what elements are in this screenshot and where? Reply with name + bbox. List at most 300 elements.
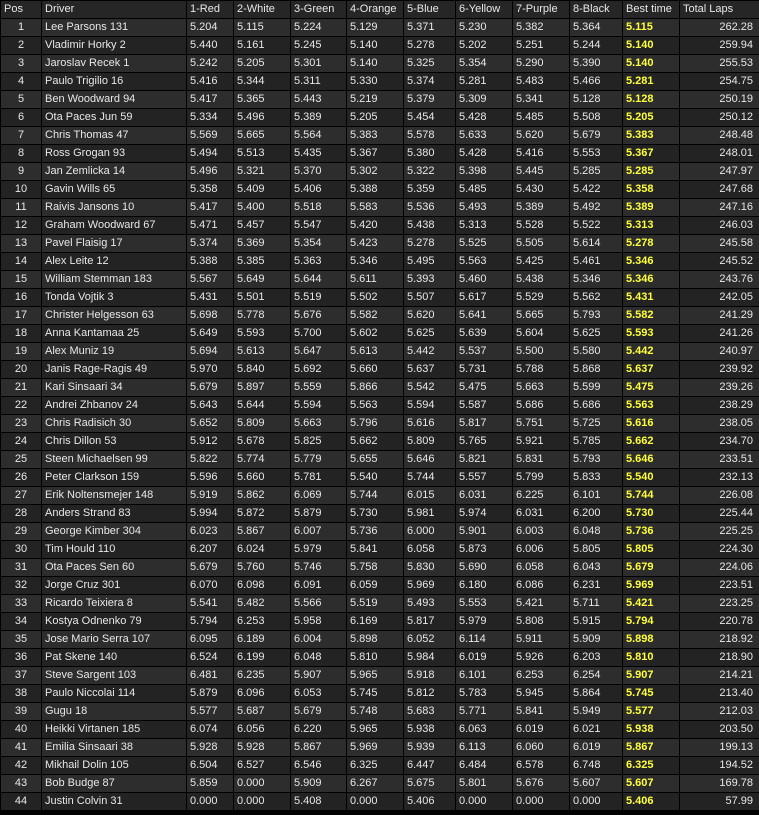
cell-lap-purple: 5.808 xyxy=(513,613,570,631)
cell-best-time: 5.285 xyxy=(623,163,680,181)
cell-lap-white: 6.096 xyxy=(234,685,291,703)
cell-lap-yellow: 5.230 xyxy=(456,19,513,37)
cell-lap-yellow: 5.354 xyxy=(456,55,513,73)
cell-best-time: 5.969 xyxy=(623,577,680,595)
cell-lap-green: 5.879 xyxy=(291,505,347,523)
cell-lap-black: 5.244 xyxy=(570,37,623,55)
cell-pos: 14 xyxy=(1,253,42,271)
cell-pos: 11 xyxy=(1,199,42,217)
cell-lap-red: 6.524 xyxy=(187,649,234,667)
cell-lap-purple: 5.251 xyxy=(513,37,570,55)
cell-lap-white: 5.457 xyxy=(234,217,291,235)
cell-lap-white: 5.644 xyxy=(234,397,291,415)
cell-lap-blue: 5.675 xyxy=(404,775,456,793)
cell-lap-green: 5.594 xyxy=(291,397,347,415)
cell-lap-white: 5.115 xyxy=(234,19,291,37)
cell-total-laps: 224.06 xyxy=(680,559,759,577)
cell-lap-white: 6.098 xyxy=(234,577,291,595)
cell-lap-black: 6.203 xyxy=(570,649,623,667)
cell-lap-white: 5.613 xyxy=(234,343,291,361)
cell-lap-red: 5.242 xyxy=(187,55,234,73)
cell-lap-purple: 5.604 xyxy=(513,325,570,343)
cell-lap-yellow: 6.063 xyxy=(456,721,513,739)
cell-driver: Emilia Sinsaari 38 xyxy=(42,739,187,757)
cell-lap-black: 5.553 xyxy=(570,145,623,163)
cell-driver: Andrei Zhbanov 24 xyxy=(42,397,187,415)
cell-lap-purple: 5.341 xyxy=(513,91,570,109)
cell-lap-green: 5.566 xyxy=(291,595,347,613)
cell-total-laps: 242.05 xyxy=(680,289,759,307)
table-row xyxy=(1,703,759,721)
cell-driver: Jan Zemlicka 14 xyxy=(42,163,187,181)
cell-lap-orange: 6.059 xyxy=(347,577,404,595)
table-row xyxy=(1,415,759,433)
cell-lap-orange: 5.965 xyxy=(347,667,404,685)
cell-total-laps: 238.29 xyxy=(680,397,759,415)
cell-total-laps: 250.19 xyxy=(680,91,759,109)
cell-lap-blue: 5.454 xyxy=(404,109,456,127)
cell-driver: Raivis Jansons 10 xyxy=(42,199,187,217)
cell-best-time: 5.115 xyxy=(623,19,680,37)
cell-lap-red: 5.928 xyxy=(187,739,234,757)
cell-lap-red: 5.652 xyxy=(187,415,234,433)
column-header-lap-yellow: 6-Yellow xyxy=(456,1,513,19)
cell-best-time: 5.278 xyxy=(623,235,680,253)
cell-lap-purple: 5.665 xyxy=(513,307,570,325)
cell-lap-white: 6.056 xyxy=(234,721,291,739)
cell-lap-black: 5.580 xyxy=(570,343,623,361)
table-row xyxy=(1,253,759,271)
cell-lap-green: 5.825 xyxy=(291,433,347,451)
cell-lap-yellow: 5.873 xyxy=(456,541,513,559)
cell-pos: 25 xyxy=(1,451,42,469)
cell-lap-blue: 6.058 xyxy=(404,541,456,559)
cell-lap-orange: 5.748 xyxy=(347,703,404,721)
cell-lap-green: 5.909 xyxy=(291,775,347,793)
cell-lap-green: 5.746 xyxy=(291,559,347,577)
cell-pos: 27 xyxy=(1,487,42,505)
cell-pos: 34 xyxy=(1,613,42,631)
cell-best-time: 5.810 xyxy=(623,649,680,667)
cell-pos: 30 xyxy=(1,541,42,559)
cell-lap-red: 6.504 xyxy=(187,757,234,775)
cell-lap-blue: 5.578 xyxy=(404,127,456,145)
cell-lap-yellow: 5.901 xyxy=(456,523,513,541)
cell-lap-blue: 5.981 xyxy=(404,505,456,523)
cell-lap-black: 6.101 xyxy=(570,487,623,505)
cell-total-laps: 223.51 xyxy=(680,577,759,595)
cell-total-laps: 194.52 xyxy=(680,757,759,775)
cell-lap-green: 5.692 xyxy=(291,361,347,379)
cell-lap-red: 5.440 xyxy=(187,37,234,55)
table-row xyxy=(1,343,759,361)
cell-lap-black: 5.793 xyxy=(570,451,623,469)
cell-pos: 22 xyxy=(1,397,42,415)
cell-lap-purple: 5.389 xyxy=(513,199,570,217)
cell-lap-blue: 5.625 xyxy=(404,325,456,343)
cell-lap-red: 0.000 xyxy=(187,793,234,811)
cell-lap-blue: 5.536 xyxy=(404,199,456,217)
cell-pos: 16 xyxy=(1,289,42,307)
table-row xyxy=(1,649,759,667)
cell-driver: Ross Grogan 93 xyxy=(42,145,187,163)
cell-lap-black: 5.868 xyxy=(570,361,623,379)
cell-lap-green: 5.647 xyxy=(291,343,347,361)
cell-pos: 1 xyxy=(1,19,42,37)
cell-lap-purple: 5.505 xyxy=(513,235,570,253)
cell-best-time: 5.593 xyxy=(623,325,680,343)
cell-lap-purple: 0.000 xyxy=(513,793,570,811)
cell-driver: Pavel Flaisig 17 xyxy=(42,235,187,253)
cell-lap-red: 5.416 xyxy=(187,73,234,91)
cell-total-laps: 245.52 xyxy=(680,253,759,271)
cell-lap-yellow: 5.485 xyxy=(456,181,513,199)
cell-pos: 44 xyxy=(1,793,42,811)
table-row xyxy=(1,721,759,739)
cell-lap-red: 5.643 xyxy=(187,397,234,415)
cell-lap-blue: 5.620 xyxy=(404,307,456,325)
cell-lap-red: 5.541 xyxy=(187,595,234,613)
cell-total-laps: 254.75 xyxy=(680,73,759,91)
cell-lap-blue: 5.406 xyxy=(404,793,456,811)
cell-best-time: 5.205 xyxy=(623,109,680,127)
cell-lap-orange: 5.730 xyxy=(347,505,404,523)
cell-driver: George Kimber 304 xyxy=(42,523,187,541)
cell-lap-green: 5.867 xyxy=(291,739,347,757)
cell-lap-green: 5.389 xyxy=(291,109,347,127)
cell-best-time: 5.745 xyxy=(623,685,680,703)
cell-lap-black: 5.508 xyxy=(570,109,623,127)
cell-lap-blue: 5.744 xyxy=(404,469,456,487)
cell-lap-purple: 6.060 xyxy=(513,739,570,757)
cell-lap-purple: 6.086 xyxy=(513,577,570,595)
cell-lap-purple: 5.945 xyxy=(513,685,570,703)
cell-lap-white: 6.199 xyxy=(234,649,291,667)
cell-lap-black: 6.254 xyxy=(570,667,623,685)
cell-lap-orange: 5.519 xyxy=(347,595,404,613)
cell-lap-blue: 5.278 xyxy=(404,37,456,55)
cell-best-time: 5.736 xyxy=(623,523,680,541)
cell-lap-orange: 5.758 xyxy=(347,559,404,577)
cell-lap-red: 6.074 xyxy=(187,721,234,739)
cell-lap-green: 5.435 xyxy=(291,145,347,163)
cell-total-laps: 247.97 xyxy=(680,163,759,181)
cell-lap-purple: 5.921 xyxy=(513,433,570,451)
table-row xyxy=(1,631,759,649)
cell-driver: Gugu 18 xyxy=(42,703,187,721)
table-row xyxy=(1,541,759,559)
cell-lap-blue: 5.359 xyxy=(404,181,456,199)
cell-lap-yellow: 5.460 xyxy=(456,271,513,289)
cell-driver: Chris Thomas 47 xyxy=(42,127,187,145)
cell-lap-green: 5.676 xyxy=(291,307,347,325)
cell-best-time: 5.646 xyxy=(623,451,680,469)
cell-best-time: 5.431 xyxy=(623,289,680,307)
cell-lap-orange: 5.502 xyxy=(347,289,404,307)
cell-lap-yellow: 6.113 xyxy=(456,739,513,757)
cell-lap-blue: 5.542 xyxy=(404,379,456,397)
cell-driver: Steen Michaelsen 99 xyxy=(42,451,187,469)
cell-lap-green: 5.408 xyxy=(291,793,347,811)
cell-lap-purple: 5.485 xyxy=(513,109,570,127)
cell-lap-orange: 5.613 xyxy=(347,343,404,361)
cell-lap-black: 5.679 xyxy=(570,127,623,145)
cell-lap-orange: 5.965 xyxy=(347,721,404,739)
cell-pos: 13 xyxy=(1,235,42,253)
cell-lap-black: 5.562 xyxy=(570,289,623,307)
cell-driver: Lee Parsons 131 xyxy=(42,19,187,37)
cell-pos: 33 xyxy=(1,595,42,613)
cell-lap-blue: 5.918 xyxy=(404,667,456,685)
table-row xyxy=(1,163,759,181)
cell-driver: Anna Kantamaa 25 xyxy=(42,325,187,343)
cell-lap-purple: 5.421 xyxy=(513,595,570,613)
cell-lap-orange: 5.346 xyxy=(347,253,404,271)
cell-lap-orange: 5.611 xyxy=(347,271,404,289)
cell-pos: 31 xyxy=(1,559,42,577)
table-row xyxy=(1,487,759,505)
cell-driver: Vladimir Horky 2 xyxy=(42,37,187,55)
cell-lap-red: 5.569 xyxy=(187,127,234,145)
cell-lap-black: 5.390 xyxy=(570,55,623,73)
cell-lap-red: 5.879 xyxy=(187,685,234,703)
column-header-lap-blue: 5-Blue xyxy=(404,1,456,19)
cell-lap-purple: 5.751 xyxy=(513,415,570,433)
cell-lap-green: 6.220 xyxy=(291,721,347,739)
table-body xyxy=(1,19,759,811)
cell-lap-yellow: 5.428 xyxy=(456,109,513,127)
cell-lap-purple: 5.445 xyxy=(513,163,570,181)
cell-best-time: 5.867 xyxy=(623,739,680,757)
cell-lap-orange: 5.563 xyxy=(347,397,404,415)
cell-pos: 43 xyxy=(1,775,42,793)
cell-lap-yellow: 5.313 xyxy=(456,217,513,235)
cell-pos: 38 xyxy=(1,685,42,703)
cell-lap-red: 5.679 xyxy=(187,379,234,397)
cell-lap-yellow: 5.202 xyxy=(456,37,513,55)
cell-lap-purple: 5.926 xyxy=(513,649,570,667)
cell-lap-red: 6.095 xyxy=(187,631,234,649)
cell-lap-orange: 5.420 xyxy=(347,217,404,235)
cell-lap-black: 5.711 xyxy=(570,595,623,613)
cell-lap-red: 5.970 xyxy=(187,361,234,379)
cell-lap-yellow: 5.537 xyxy=(456,343,513,361)
cell-lap-green: 5.958 xyxy=(291,613,347,631)
cell-lap-white: 6.253 xyxy=(234,613,291,631)
cell-best-time: 5.346 xyxy=(623,271,680,289)
cell-lap-orange: 5.898 xyxy=(347,631,404,649)
cell-best-time: 5.140 xyxy=(623,37,680,55)
cell-best-time: 5.383 xyxy=(623,127,680,145)
cell-lap-purple: 6.003 xyxy=(513,523,570,541)
cell-driver: Jaroslav Recek 1 xyxy=(42,55,187,73)
table-row xyxy=(1,379,759,397)
cell-lap-yellow: 6.031 xyxy=(456,487,513,505)
cell-best-time: 5.128 xyxy=(623,91,680,109)
cell-total-laps: 169.78 xyxy=(680,775,759,793)
cell-driver: Tim Hould 110 xyxy=(42,541,187,559)
column-header-lap-green: 3-Green xyxy=(291,1,347,19)
cell-lap-red: 5.919 xyxy=(187,487,234,505)
cell-lap-purple: 5.416 xyxy=(513,145,570,163)
cell-lap-purple: 5.290 xyxy=(513,55,570,73)
cell-lap-yellow: 6.114 xyxy=(456,631,513,649)
cell-driver: Bob Budge 87 xyxy=(42,775,187,793)
cell-lap-purple: 5.430 xyxy=(513,181,570,199)
cell-lap-white: 5.665 xyxy=(234,127,291,145)
cell-total-laps: 225.44 xyxy=(680,505,759,523)
cell-best-time: 5.358 xyxy=(623,181,680,199)
cell-lap-white: 6.527 xyxy=(234,757,291,775)
cell-driver: William Stemman 183 xyxy=(42,271,187,289)
cell-lap-orange: 5.841 xyxy=(347,541,404,559)
cell-lap-purple: 5.686 xyxy=(513,397,570,415)
cell-lap-orange: 5.602 xyxy=(347,325,404,343)
cell-driver: Janis Rage-Ragis 49 xyxy=(42,361,187,379)
cell-lap-red: 5.822 xyxy=(187,451,234,469)
cell-total-laps: 203.50 xyxy=(680,721,759,739)
cell-lap-purple: 5.663 xyxy=(513,379,570,397)
cell-lap-yellow: 5.428 xyxy=(456,145,513,163)
cell-lap-blue: 6.447 xyxy=(404,757,456,775)
table-header xyxy=(1,1,759,19)
cell-pos: 39 xyxy=(1,703,42,721)
cell-lap-purple: 6.006 xyxy=(513,541,570,559)
cell-driver: Anders Strand 83 xyxy=(42,505,187,523)
cell-total-laps: 243.76 xyxy=(680,271,759,289)
cell-lap-yellow: 5.801 xyxy=(456,775,513,793)
column-header-lap-white: 2-White xyxy=(234,1,291,19)
cell-lap-red: 5.471 xyxy=(187,217,234,235)
cell-lap-orange: 5.662 xyxy=(347,433,404,451)
cell-lap-yellow: 6.180 xyxy=(456,577,513,595)
cell-lap-white: 6.189 xyxy=(234,631,291,649)
cell-lap-red: 6.070 xyxy=(187,577,234,595)
cell-total-laps: 250.12 xyxy=(680,109,759,127)
cell-lap-orange: 6.169 xyxy=(347,613,404,631)
cell-total-laps: 248.01 xyxy=(680,145,759,163)
cell-lap-black: 5.725 xyxy=(570,415,623,433)
cell-total-laps: 239.26 xyxy=(680,379,759,397)
cell-lap-black: 5.128 xyxy=(570,91,623,109)
cell-total-laps: 220.78 xyxy=(680,613,759,631)
table-row xyxy=(1,397,759,415)
cell-lap-red: 6.481 xyxy=(187,667,234,685)
cell-lap-yellow: 5.771 xyxy=(456,703,513,721)
cell-lap-blue: 5.646 xyxy=(404,451,456,469)
cell-lap-orange: 5.129 xyxy=(347,19,404,37)
cell-best-time: 5.662 xyxy=(623,433,680,451)
cell-driver: Tonda Vojtik 3 xyxy=(42,289,187,307)
cell-total-laps: 240.97 xyxy=(680,343,759,361)
cell-total-laps: 247.68 xyxy=(680,181,759,199)
table-row xyxy=(1,19,759,37)
cell-lap-yellow: 6.101 xyxy=(456,667,513,685)
cell-lap-blue: 5.493 xyxy=(404,595,456,613)
cell-best-time: 5.616 xyxy=(623,415,680,433)
cell-lap-white: 5.778 xyxy=(234,307,291,325)
cell-lap-blue: 5.393 xyxy=(404,271,456,289)
cell-driver: Chris Radisich 30 xyxy=(42,415,187,433)
cell-driver: Steve Sargent 103 xyxy=(42,667,187,685)
cell-lap-red: 5.649 xyxy=(187,325,234,343)
cell-lap-orange: 5.540 xyxy=(347,469,404,487)
cell-lap-blue: 5.812 xyxy=(404,685,456,703)
cell-lap-red: 5.334 xyxy=(187,109,234,127)
cell-best-time: 5.744 xyxy=(623,487,680,505)
column-header-lap-black: 8-Black xyxy=(570,1,623,19)
cell-lap-green: 5.644 xyxy=(291,271,347,289)
cell-lap-red: 5.577 xyxy=(187,703,234,721)
cell-lap-white: 5.840 xyxy=(234,361,291,379)
table-row xyxy=(1,73,759,91)
cell-driver: Alex Muniz 19 xyxy=(42,343,187,361)
cell-lap-orange: 5.736 xyxy=(347,523,404,541)
cell-total-laps: 226.08 xyxy=(680,487,759,505)
cell-best-time: 5.367 xyxy=(623,145,680,163)
cell-lap-yellow: 5.493 xyxy=(456,199,513,217)
cell-lap-yellow: 0.000 xyxy=(456,793,513,811)
cell-lap-orange: 5.969 xyxy=(347,739,404,757)
cell-lap-black: 0.000 xyxy=(570,793,623,811)
cell-lap-red: 5.596 xyxy=(187,469,234,487)
cell-lap-green: 5.443 xyxy=(291,91,347,109)
cell-best-time: 6.325 xyxy=(623,757,680,775)
cell-pos: 12 xyxy=(1,217,42,235)
table-row xyxy=(1,505,759,523)
cell-lap-black: 5.346 xyxy=(570,271,623,289)
cell-total-laps: 234.70 xyxy=(680,433,759,451)
cell-lap-blue: 5.278 xyxy=(404,235,456,253)
cell-lap-white: 5.501 xyxy=(234,289,291,307)
cell-lap-yellow: 6.484 xyxy=(456,757,513,775)
cell-lap-orange: 5.383 xyxy=(347,127,404,145)
cell-pos: 20 xyxy=(1,361,42,379)
cell-lap-green: 5.679 xyxy=(291,703,347,721)
cell-best-time: 5.442 xyxy=(623,343,680,361)
cell-lap-white: 5.593 xyxy=(234,325,291,343)
table-row xyxy=(1,145,759,163)
cell-lap-green: 5.547 xyxy=(291,217,347,235)
cell-lap-green: 5.519 xyxy=(291,289,347,307)
cell-lap-yellow: 6.019 xyxy=(456,649,513,667)
column-header-pos: Pos xyxy=(1,1,42,19)
cell-lap-purple: 5.483 xyxy=(513,73,570,91)
cell-driver: Alex Leite 12 xyxy=(42,253,187,271)
cell-lap-green: 5.245 xyxy=(291,37,347,55)
cell-pos: 21 xyxy=(1,379,42,397)
cell-lap-white: 5.687 xyxy=(234,703,291,721)
cell-best-time: 5.313 xyxy=(623,217,680,235)
cell-lap-purple: 6.225 xyxy=(513,487,570,505)
cell-lap-yellow: 5.587 xyxy=(456,397,513,415)
column-header-total-laps: Total Laps xyxy=(680,1,759,19)
cell-lap-blue: 6.015 xyxy=(404,487,456,505)
cell-total-laps: 245.58 xyxy=(680,235,759,253)
cell-total-laps: 218.92 xyxy=(680,631,759,649)
cell-lap-green: 6.007 xyxy=(291,523,347,541)
cell-pos: 5 xyxy=(1,91,42,109)
cell-best-time: 5.730 xyxy=(623,505,680,523)
cell-best-time: 5.421 xyxy=(623,595,680,613)
cell-lap-blue: 5.809 xyxy=(404,433,456,451)
cell-lap-red: 5.994 xyxy=(187,505,234,523)
cell-lap-white: 6.235 xyxy=(234,667,291,685)
cell-lap-yellow: 5.633 xyxy=(456,127,513,145)
cell-lap-green: 6.546 xyxy=(291,757,347,775)
cell-driver: Gavin Wills 65 xyxy=(42,181,187,199)
cell-pos: 24 xyxy=(1,433,42,451)
